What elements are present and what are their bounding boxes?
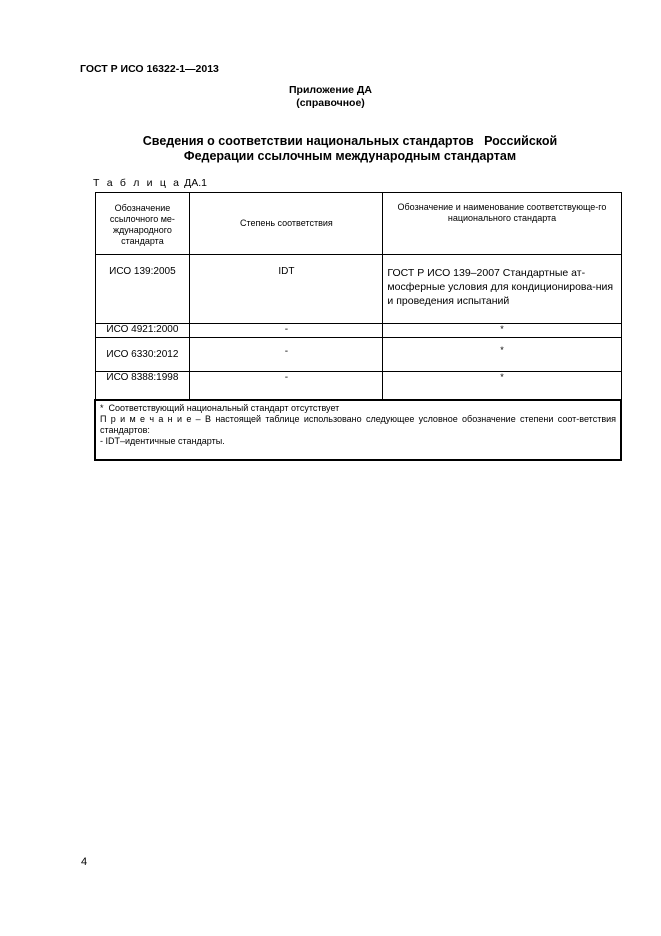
header-national-standard — [383, 193, 621, 255]
table-notes-row — [95, 400, 621, 460]
cell-ref-text: ИСО 139:2005 — [109, 266, 176, 277]
correspondence-table — [94, 192, 622, 461]
annex-title: Приложение ДА — [289, 84, 372, 96]
table-header-row — [95, 193, 621, 255]
cell-ref — [95, 255, 190, 324]
cell-degree-text: - — [284, 324, 289, 335]
table-caption-prefix: Т а б л и ц а — [93, 177, 182, 189]
cell-degree-text: - — [284, 372, 289, 383]
section-title-line2: Федерации ссылочным международным стандартам — [183, 149, 517, 163]
cell-ref-text: ИСО 6330:2012 — [106, 349, 179, 360]
note-text: – В настоящей таблице использовано следующее условное обозначение степени соот-ветствия стандартов: — [100, 413, 616, 435]
table-row — [95, 324, 621, 338]
header-degree — [190, 193, 383, 255]
cell-ref-text: ИСО 4921:2000 — [106, 324, 179, 335]
cell-degree — [190, 324, 383, 338]
cell-national-text: * — [500, 372, 504, 382]
cell-ref-text: ИСО 8388:1998 — [106, 372, 179, 383]
cell-national-text: * — [500, 324, 504, 334]
cell-degree-text: - — [284, 346, 289, 357]
footnote: * Соответствующий национальный стандарт отсутствует — [100, 402, 340, 413]
header-ref-standard-text: Обозначение ссылочного ме-ждународного стандарта — [109, 203, 175, 246]
cell-ref — [95, 324, 190, 338]
document-number: ГОСТ Р ИСО 16322-1—2013 — [80, 63, 219, 75]
page-number: 4 — [81, 856, 88, 868]
cell-ref — [95, 372, 190, 400]
header-degree-text: Степень соответствия — [239, 218, 333, 228]
cell-national — [383, 255, 621, 324]
table-caption-number: ДА.1 — [184, 177, 208, 189]
section-title-line1: Сведения о соответствии национальных стандартов Российской — [142, 134, 558, 148]
cell-degree — [190, 338, 383, 372]
cell-national-text: ГОСТ Р ИСО 139–2007 Стандартные ат-мосферные условия для кондиционирова-ния и проведения испытаний — [387, 267, 614, 307]
cell-ref — [95, 338, 190, 372]
header-national-standard-text: Обозначение и наименование соответствующе-го национального стандарта — [397, 202, 607, 223]
cell-national — [383, 338, 621, 372]
cell-national — [383, 372, 621, 400]
table-row — [95, 338, 621, 372]
cell-degree — [190, 255, 383, 324]
note-item: - IDT–идентичные стандарты. — [100, 435, 225, 446]
cell-degree — [190, 372, 383, 400]
annex-type: (справочное) — [296, 97, 365, 109]
cell-degree-text: IDT — [278, 266, 295, 277]
note-label: П р и м е ч а н и е — [100, 413, 192, 424]
header-ref-standard — [95, 193, 190, 255]
section-title — [100, 134, 600, 164]
table-caption — [93, 177, 207, 189]
note — [100, 414, 616, 436]
cell-national-text: * — [500, 345, 504, 355]
table-row — [95, 255, 621, 324]
table-notes — [95, 400, 621, 460]
table-row — [95, 372, 621, 400]
cell-national — [383, 324, 621, 338]
